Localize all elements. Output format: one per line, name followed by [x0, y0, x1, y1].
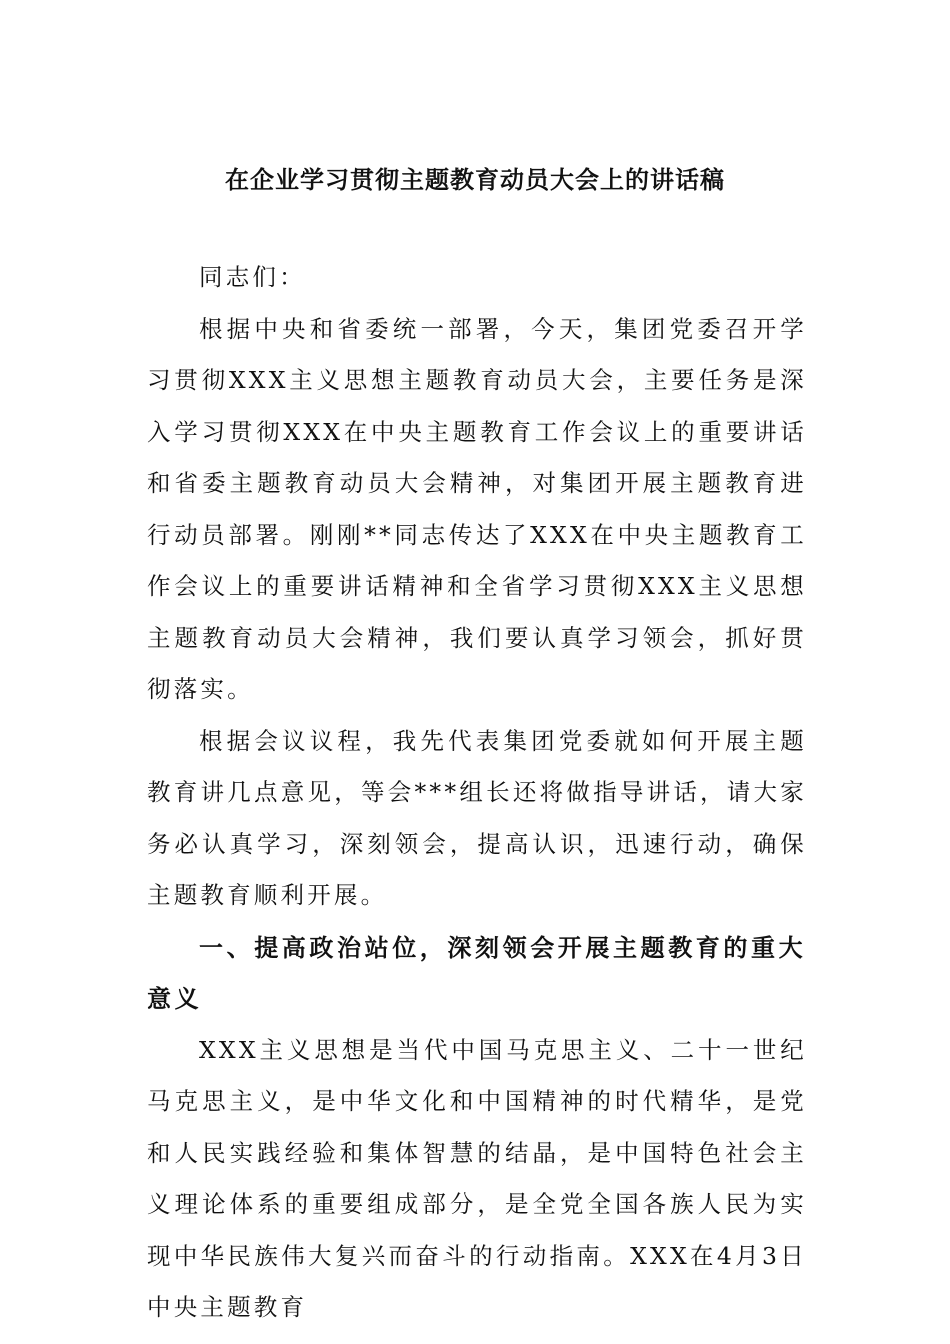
- document-title: 在企业学习贯彻主题教育动员大会上的讲话稿: [225, 165, 725, 194]
- salutation: 同志们：: [199, 263, 306, 291]
- paragraph-agenda: 根据会议议程，我先代表集团党委就如何开展主题教育讲几点意见，等会***组长还将做指导讲话，请大家务必认真学习，深刻领会，提高认识，迅速行动，确保主题教育顺利开展。: [147, 726, 807, 909]
- paragraph-intro: 根据中央和省委统一部署，今天，集团党委召开学习贯彻XXX主义思想主题教育动员大会，主要任务是深入学习贯彻XXX在中央主题教育工作会议上的重要讲话和省委主题教育动员大会精神，对集团开展主题教育进行动员部署。刚刚**同志传达了XXX在中央主题教育工作会议上的重要讲话精神和全省学习贯彻XXX主义思想主题教育动员大会精神，我们要认真学习领会，抓好贯彻落实。: [147, 314, 807, 703]
- document-body: [147, 252, 807, 1334]
- section-paragraph: XXX主义思想是当代中国马克思主义、二十一世纪马克思主义，是中华文化和中国精神的时代精华，是党和人民实践经验和集体智慧的结晶，是中国特色社会主义理论体系的重要组成部分，是全党全国各族人民为实现中华民族伟大复兴而奋斗的行动指南。XXX在4月3日中央主题教育: [147, 1035, 807, 1321]
- section-heading: 一、提高政治站位，深刻领会开展主题教育的重大意义: [147, 932, 807, 1013]
